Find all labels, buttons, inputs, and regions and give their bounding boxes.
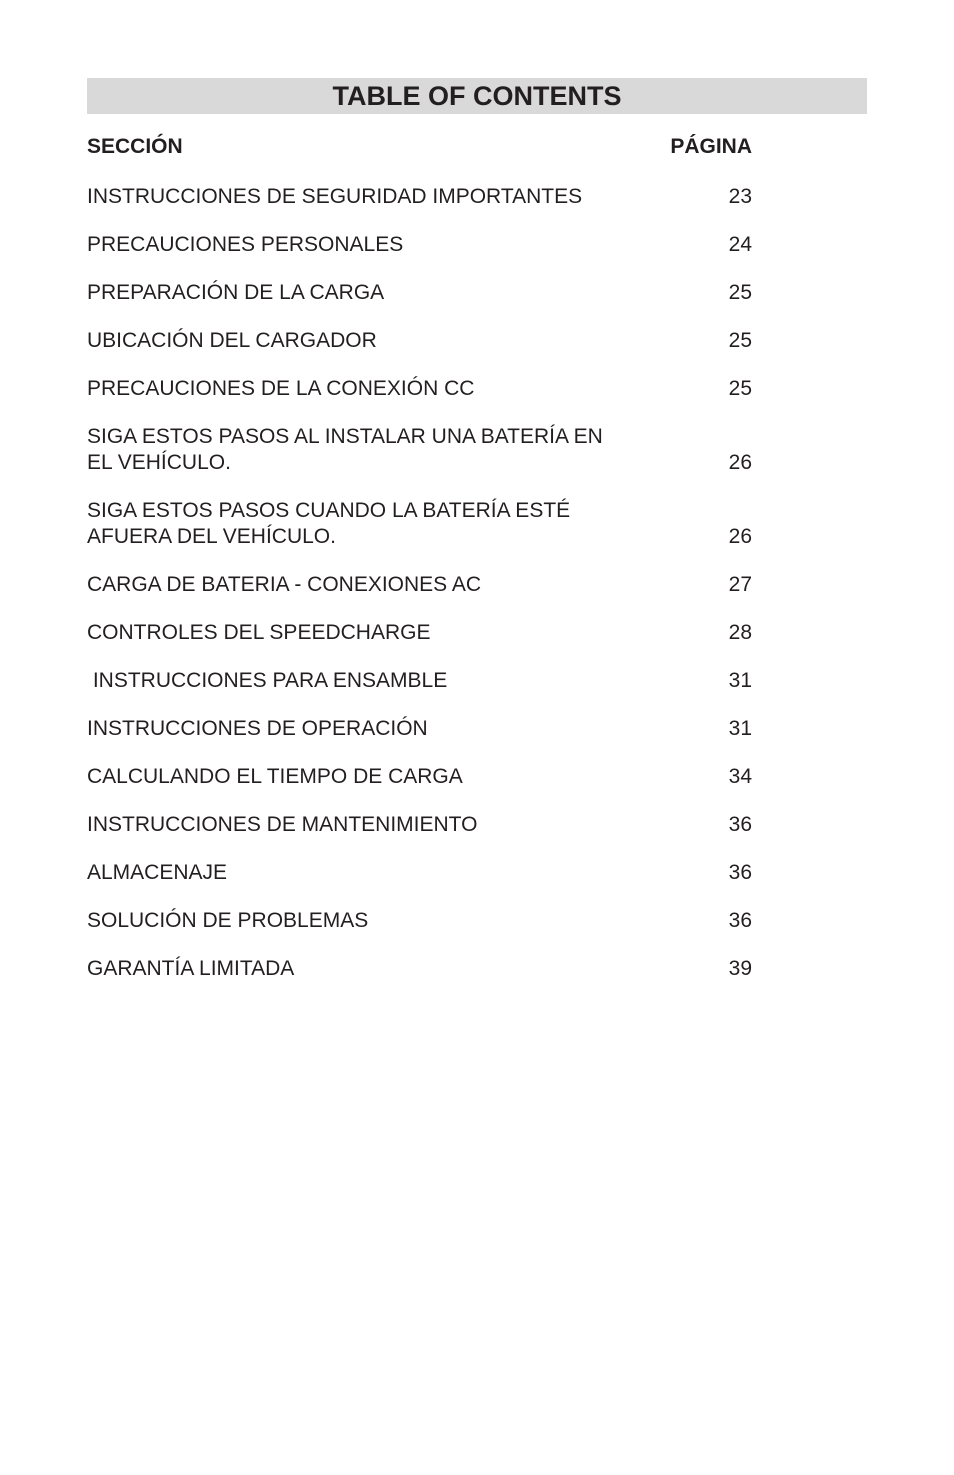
toc-entry[interactable] [87, 280, 752, 306]
toc-entry[interactable] [87, 908, 752, 934]
toc-entry-page: 27 [728, 573, 752, 596]
toc-entry-section: GARANTÍA LIMITADA [87, 957, 295, 980]
toc-entry[interactable] [87, 498, 752, 550]
toc-entry-page: 36 [728, 909, 752, 932]
toc-entry-section: ALMACENAJE [87, 861, 228, 884]
toc-entry-section: CONTROLES DEL SPEEDCHARGE [87, 621, 431, 644]
toc-entry[interactable] [87, 956, 752, 982]
toc-entry-page: 31 [728, 717, 752, 740]
toc-entry-page: 34 [728, 765, 752, 788]
toc-entry-section: UBICACIÓN DEL CARGADOR [87, 329, 377, 352]
toc-entry-page: 31 [728, 669, 752, 692]
toc-entry[interactable] [87, 716, 752, 742]
toc-header [87, 134, 752, 160]
toc-entry[interactable] [87, 764, 752, 790]
toc-entry-page: 28 [728, 621, 752, 644]
toc-entry-page: 25 [728, 329, 752, 352]
toc-entry[interactable] [87, 812, 752, 838]
toc-entry-page: 25 [728, 377, 752, 400]
toc-entry-section: PRECAUCIONES DE LA CONEXIÓN CC [87, 377, 475, 400]
toc-entry-section: CALCULANDO EL TIEMPO DE CARGA [87, 765, 463, 788]
toc-entry-section: INSTRUCCIONES PARA ENSAMBLE [87, 669, 448, 692]
toc-entry[interactable] [87, 328, 752, 354]
toc-entry[interactable] [87, 860, 752, 886]
toc-entry[interactable] [87, 184, 752, 210]
toc-entry-page: 24 [728, 233, 752, 256]
toc-entry-section: PRECAUCIONES PERSONALES [87, 233, 404, 256]
toc-entry-section: SOLUCIÓN DE PROBLEMAS [87, 909, 369, 932]
toc-entry-section: PREPARACIÓN DE LA CARGA [87, 281, 385, 304]
toc-entry[interactable] [87, 572, 752, 598]
toc-entry-section: INSTRUCCIONES DE OPERACIÓN [87, 717, 428, 740]
toc-entry[interactable] [87, 232, 752, 258]
toc-entry-page: 36 [728, 861, 752, 884]
section-column-header: SECCIÓN [87, 135, 183, 158]
toc-entry-section: INSTRUCCIONES DE MANTENIMIENTO [87, 813, 478, 836]
toc-entry[interactable] [87, 424, 752, 476]
toc-entry-page: 23 [728, 185, 752, 208]
toc-entry[interactable] [87, 376, 752, 402]
toc-entry[interactable] [87, 668, 752, 694]
toc-entry-section: SIGA ESTOS PASOS AL INSTALAR UNA BATERÍA EN EL VEHÍCULO. [87, 425, 603, 474]
toc-entry[interactable] [87, 620, 752, 646]
toc-entry-page: 26 [728, 451, 752, 474]
page-title: TABLE OF CONTENTS [332, 80, 622, 111]
toc-entry-section: SIGA ESTOS PASOS CUANDO LA BATERÍA ESTÉ AFUERA DEL VEHÍCULO. [87, 499, 571, 548]
toc-entry-page: 39 [728, 957, 752, 980]
toc-entry-section: INSTRUCCIONES DE SEGURIDAD IMPORTANTES [87, 185, 583, 208]
table-of-contents [87, 134, 752, 1004]
toc-entry-section: CARGA DE BATERIA - CONEXIONES AC [87, 573, 482, 596]
page-column-header: PÁGINA [670, 135, 752, 158]
toc-entry-page: 36 [728, 813, 752, 836]
toc-entry-page: 26 [728, 525, 752, 548]
title-bar [87, 78, 867, 114]
toc-entry-page: 25 [728, 281, 752, 304]
